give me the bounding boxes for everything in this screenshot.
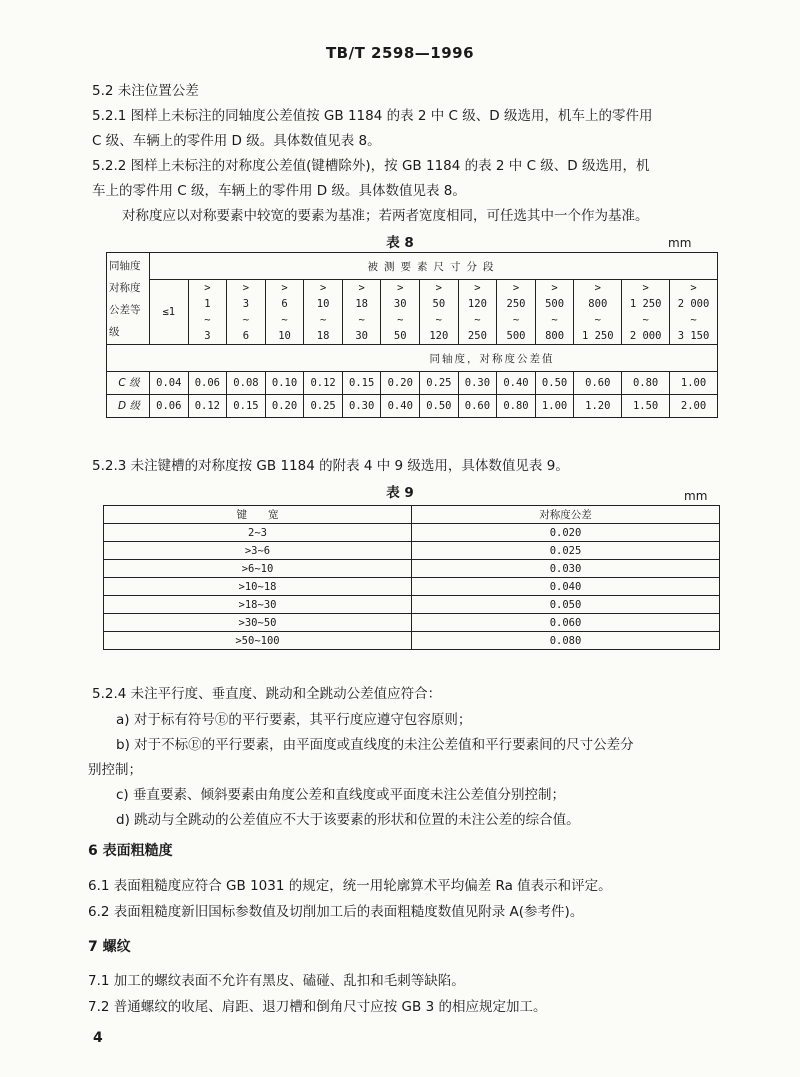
table8-corner-line: 级 — [109, 325, 120, 338]
table8-range-part: > — [512, 282, 520, 294]
para-symmetry-datum: 对称度应以对称要素中较宽的要素为基准；若两者宽度相同，可任选其中一个作为基准。 — [122, 208, 649, 224]
table8-range-part: > — [204, 282, 211, 294]
table8-row-label: D 级 — [107, 395, 150, 418]
para-5-2-1-line2: C 级、车辆上的零件用 D 级。具体数值见表 8。 — [92, 133, 381, 149]
table8-range-part: 10 — [316, 298, 330, 310]
table8-value-cell: 0.30 — [342, 395, 381, 418]
table8-range-part: 1 250 — [581, 330, 614, 342]
table8-range-part: > — [474, 282, 481, 294]
table8-range-part: ~ — [690, 314, 697, 326]
table9-key-width-cell: 2~3 — [104, 524, 412, 542]
table9-row — [104, 596, 720, 614]
table8-value-cell: 0.80 — [497, 395, 536, 418]
table8-range-part: 30 — [393, 298, 407, 310]
table8-value-cell: 0.15 — [342, 372, 381, 395]
table8-range-part: ~ — [551, 314, 558, 326]
table8-range-part: 800 — [588, 298, 608, 310]
table8-corner-line: 对称度 — [109, 281, 141, 294]
table8-value-cell: 0.60 — [574, 372, 622, 395]
table8-range-part: 2 000 — [629, 330, 662, 342]
table8-range-part: 120 — [429, 330, 449, 342]
table8-range-part: 120 — [467, 298, 487, 310]
table8-range-header — [497, 280, 536, 345]
table8-range-header — [458, 280, 497, 345]
table8-range-part: 6 — [242, 330, 250, 342]
table8-range-header — [420, 280, 459, 345]
table8-range-part: ~ — [594, 314, 601, 326]
table8-range-part: ~ — [642, 314, 649, 326]
table9-key-width-cell: >50~100 — [104, 632, 412, 650]
table8-range-part: 18 — [355, 298, 368, 310]
table8-range-part: > — [551, 282, 558, 294]
table8-range-part: ~ — [512, 314, 520, 326]
table8-range-part: > — [281, 282, 288, 294]
table8-range-header — [227, 280, 266, 345]
table8-value-cell: 0.80 — [622, 372, 670, 395]
table8-row-label: C 级 — [107, 372, 150, 395]
table8-range-part: 3 — [242, 298, 250, 310]
table8-range-header — [535, 280, 574, 345]
section-5-2-title: 5.2 未注位置公差 — [92, 83, 199, 99]
table9-tolerance-cell: 0.050 — [412, 596, 720, 614]
table8-range-part: 2 000 — [677, 298, 710, 310]
table8-value-cell: 2.00 — [670, 395, 718, 418]
table8-value-cell: 1.00 — [535, 395, 574, 418]
table8-value-cell: 0.30 — [458, 372, 497, 395]
table8-range-part: 1 — [204, 298, 211, 310]
table8-value-cell: 0.25 — [420, 372, 459, 395]
para-6-1: 6.1 表面粗糙度应符合 GB 1031 的规定，统一用轮廓算术平均偏差 Ra 值表示和评定。 — [88, 878, 612, 894]
table8-value-cell: 1.50 — [622, 395, 670, 418]
table9-row — [104, 524, 720, 542]
table9-row — [104, 560, 720, 578]
table8-range-part: 3 — [204, 330, 211, 342]
table9-key-width-cell: >30~50 — [104, 614, 412, 632]
section-5-2-4-title: 5.2.4 未注平行度、垂直度、跳动和全跳动公差值应符合： — [92, 686, 442, 702]
table9-tolerance-cell: 0.080 — [412, 632, 720, 650]
table9-row — [104, 632, 720, 650]
section-6-title: 6 表面粗糙度 — [88, 843, 173, 859]
table9-tolerance-cell: 0.030 — [412, 560, 720, 578]
table8-range-part: 250 — [467, 330, 487, 342]
table8-range-part: > — [319, 282, 327, 294]
para-5-2-2-line2: 车上的零件用 C 级，车辆上的零件用 D 级。具体数值见表 8。 — [92, 183, 466, 199]
table8-range-header — [381, 280, 420, 345]
table8-range-header — [342, 280, 381, 345]
section-7-title: 7 螺纹 — [88, 939, 131, 955]
table8-value-cell: 0.40 — [381, 395, 420, 418]
para-6-2: 6.2 表面粗糙度新旧国标参数值及切削加工后的表面粗糙度数值见附录 A(参考件)。 — [88, 904, 584, 920]
table8-range-part: 30 — [355, 330, 368, 342]
para-5-2-3: 5.2.3 未注键槽的对称度按 GB 1184 的附表 4 中 9 级选用，具体数值见表 9。 — [92, 458, 569, 474]
table8-range-part: > — [594, 282, 601, 294]
table8-value-cell: 0.15 — [227, 395, 266, 418]
table8-corner-line: 公差等 — [109, 303, 141, 316]
table8-range-part: 800 — [545, 330, 565, 342]
item-b-line1: b) 对于不标Ⓔ的平行要素，由平面度或直线度的未注公差值和平行要素间的尺寸公差分 — [116, 737, 634, 753]
table9-tolerance-cell: 0.020 — [412, 524, 720, 542]
para-7-1: 7.1 加工的螺纹表面不允许有黑皮、磕碰、乱扣和毛刺等缺陷。 — [88, 973, 465, 989]
table9-row — [104, 578, 720, 596]
table8-range-part: 1 250 — [629, 298, 662, 310]
table9-header-key-width: 键 宽 — [104, 506, 412, 524]
table8-range-part: 250 — [506, 298, 526, 310]
table8-range-part: ~ — [435, 314, 442, 326]
para-7-2: 7.2 普通螺纹的收尾、肩距、退刀槽和倒角尺寸应按 GB 3 的相应规定加工。 — [88, 999, 547, 1015]
table8-corner-header — [107, 253, 150, 345]
table8-caption: 表 8 — [386, 235, 414, 251]
table8-value-cell: 0.20 — [265, 395, 304, 418]
table8-range-part: 10 — [278, 330, 291, 342]
table9-unit: mm — [684, 489, 708, 503]
table8-value-cell: 0.12 — [304, 372, 343, 395]
para-5-2-2-line1: 5.2.2 图样上未标注的对称度公差值(键槽除外)，按 GB 1184 的表 2 中 C 级、D 级选用，机 — [92, 158, 650, 174]
table8-range-header — [150, 280, 189, 345]
table8-value-cell: 0.06 — [188, 372, 227, 395]
table9-header-tolerance: 对称度公差 — [412, 506, 720, 524]
table8-range-part: > — [690, 282, 697, 294]
table8-range-part: > — [242, 282, 250, 294]
table8-range-header — [670, 280, 718, 345]
table8-range-part: > — [397, 282, 404, 294]
table8-value-cell: 0.50 — [535, 372, 574, 395]
table8-span-header: 被测要素尺寸分段 — [150, 253, 718, 280]
table8-value-cell: 0.06 — [150, 395, 189, 418]
table8-range-part: ~ — [242, 314, 250, 326]
table9-key-width-cell: >3~6 — [104, 542, 412, 560]
table8-range-part: ≤1 — [162, 306, 176, 318]
table8-value-cell: 1.00 — [670, 372, 718, 395]
item-a: a) 对于标有符号Ⓔ的平行要素，其平行度应遵守包容原则； — [116, 712, 472, 728]
table8-value-cell: 0.10 — [265, 372, 304, 395]
table8-range-part: 50 — [393, 330, 407, 342]
table8 — [106, 252, 718, 418]
table8-range-header — [622, 280, 670, 345]
table8-value-cell: 0.60 — [458, 395, 497, 418]
table8-range-part: ~ — [319, 314, 327, 326]
table8-value-cell: 0.25 — [304, 395, 343, 418]
table8-range-part: > — [358, 282, 365, 294]
table8-range-header — [265, 280, 304, 345]
table8-range-part: > — [642, 282, 649, 294]
table8-range-part: > — [435, 282, 442, 294]
table8-value-cell: 1.20 — [574, 395, 622, 418]
table9-row — [104, 614, 720, 632]
table8-corner-line: 同轴度 — [109, 259, 141, 272]
table8-range-part: 3 150 — [677, 330, 710, 342]
table8-range-header — [574, 280, 622, 345]
table9 — [103, 505, 720, 650]
item-d: d) 跳动与全跳动的公差值应不大于该要素的形状和位置的未注公差的综合值。 — [116, 812, 580, 828]
table8-range-part: ~ — [474, 314, 481, 326]
table8-range-part: ~ — [397, 314, 404, 326]
table9-row — [104, 542, 720, 560]
table8-value-cell: 0.08 — [227, 372, 266, 395]
table8-range-header — [188, 280, 227, 345]
para-5-2-1-line1: 5.2.1 图样上未标注的同轴度公差值按 GB 1184 的表 2 中 C 级、D 级选用，机车上的零件用 — [92, 108, 653, 124]
table8-value-cell: 0.40 — [497, 372, 536, 395]
table8-range-part: 18 — [316, 330, 330, 342]
page-number: 4 — [93, 1030, 103, 1046]
item-b-line2: 别控制； — [88, 762, 142, 778]
table8-range-part: ~ — [204, 314, 211, 326]
table9-tolerance-cell: 0.025 — [412, 542, 720, 560]
table9-key-width-cell: >10~18 — [104, 578, 412, 596]
table8-value-cell: 0.50 — [420, 395, 459, 418]
table8-value-cell: 0.20 — [381, 372, 420, 395]
table9-key-width-cell: >18~30 — [104, 596, 412, 614]
table9-tolerance-cell: 0.060 — [412, 614, 720, 632]
table8-range-part: 50 — [432, 298, 446, 310]
table8-range-part: 500 — [506, 330, 526, 342]
table8-range-part: 6 — [281, 298, 288, 310]
table8-range-part: ~ — [281, 314, 288, 326]
table8-range-header — [304, 280, 343, 345]
table8-sub-header: 同轴度，对称度公差值 — [107, 345, 718, 372]
table9-caption: 表 9 — [386, 485, 414, 501]
table9-key-width-cell: >6~10 — [104, 560, 412, 578]
table9-tolerance-cell: 0.040 — [412, 578, 720, 596]
table8-range-part: 500 — [545, 298, 565, 310]
table8-unit: mm — [668, 236, 692, 250]
item-c: c) 垂直要素、倾斜要素由角度公差和直线度或平面度未注公差值分别控制； — [116, 787, 565, 803]
table8-value-cell: 0.04 — [150, 372, 189, 395]
table8-range-part: ~ — [358, 314, 365, 326]
page-header: TB/T 2598—1996 — [325, 44, 475, 62]
table8-value-cell: 0.12 — [188, 395, 227, 418]
